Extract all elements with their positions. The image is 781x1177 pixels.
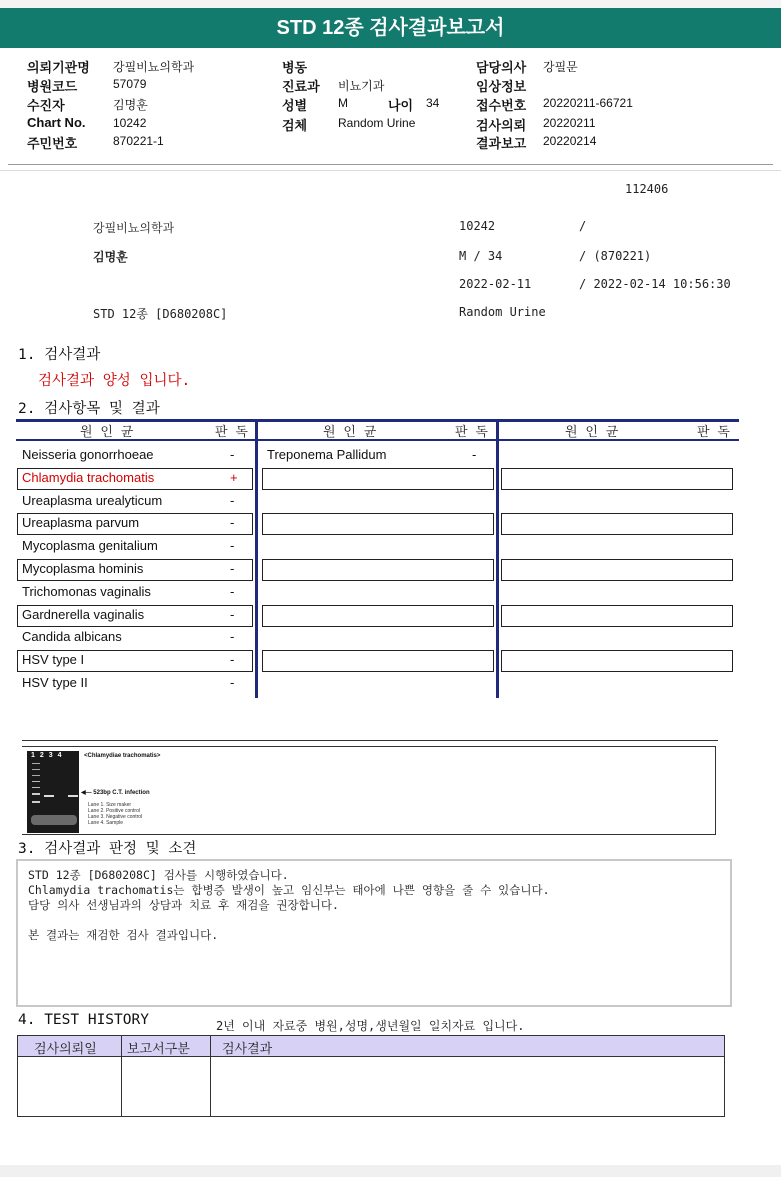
col3-value: 20220211	[543, 116, 596, 130]
opinion-line: 담당 의사 선생님과의 상담과 치료 후 재검을 권장합니다.	[28, 898, 339, 912]
organism-name: HSV type II	[22, 675, 88, 690]
info-sex-age: M / 34	[459, 249, 503, 263]
col3-label: 임상정보	[476, 79, 527, 94]
organism-name: Mycoplasma genitalium	[22, 538, 158, 554]
gel-legend-item: Lane 3. Negative control	[88, 814, 143, 820]
gel-legend-item: Lane 1. Size maker	[88, 802, 132, 808]
history-header-report-type: 보고서구분	[127, 1042, 190, 1057]
organism-name: Ureaplasma urealyticum	[22, 492, 163, 508]
section3-title: 3. 검사결과 판정 및 소견	[18, 841, 197, 857]
organism-name: Candida albicans	[22, 629, 122, 645]
header-divider	[8, 164, 773, 165]
age-label: 나이	[388, 98, 414, 113]
organism-name: Treponema Pallidum	[267, 447, 387, 462]
col3-value: 20220211-66721	[543, 96, 633, 110]
opinion-line: 본 결과는 재검한 검사 결과입니다.	[28, 928, 219, 942]
info-slash: /	[579, 219, 587, 233]
col1-label: 수진자	[27, 98, 65, 113]
organism-result: -	[230, 583, 235, 599]
row-box-col2	[262, 513, 494, 535]
opinion-box	[16, 859, 732, 1007]
col3-value: 20220214	[543, 134, 597, 148]
col2-header-result: 판 독	[455, 425, 488, 440]
row-box-col2	[262, 605, 494, 627]
organism-name: Chlamydia trachomatis	[22, 469, 155, 485]
result-summary: 검사결과 양성 입니다.	[38, 373, 191, 389]
organism-name: Gardnerella vaginalis	[22, 606, 145, 622]
col2-value: 비뇨기과	[338, 79, 385, 93]
col1-value: 김명훈	[113, 98, 148, 112]
col1-label: 의뢰기관명	[27, 60, 90, 75]
info-hospital: 강필비뇨의학과	[93, 221, 175, 235]
col3-label: 접수번호	[476, 98, 527, 113]
col1-label: 병원코드	[27, 79, 78, 94]
info-chart: 10242	[459, 219, 496, 233]
gel-image	[27, 751, 79, 833]
gel-figure	[22, 746, 716, 835]
info-birth: / (870221)	[579, 249, 652, 263]
organism-result: -	[230, 492, 235, 508]
section1-title: 1. 검사결과	[18, 347, 101, 363]
organism-name: HSV type I	[22, 652, 85, 668]
organism-name: Neisseria gonorrhoeae	[22, 447, 154, 462]
sample-code: 112406	[625, 182, 669, 196]
organism-name: Mycoplasma hominis	[22, 561, 144, 576]
table-divider-1	[255, 419, 258, 698]
organism-name: Ureaplasma parvum	[22, 515, 140, 531]
history-header-result: 검사결과	[222, 1042, 273, 1057]
row-box-col3	[501, 468, 733, 490]
col2-label: 병동	[282, 60, 308, 75]
organism-result: -	[230, 561, 235, 576]
col3-label: 검사의뢰	[476, 118, 527, 133]
opinion-line: STD 12종 [D680208C] 검사를 시행하였습니다.	[28, 868, 289, 882]
row-box-col3	[501, 650, 733, 672]
organism-result: -	[230, 606, 235, 622]
col1-value: 강필비뇨의학과	[113, 60, 195, 74]
col1-header-result: 판 독	[215, 425, 248, 440]
organism-result: -	[230, 515, 235, 531]
row-box-col3	[501, 605, 733, 627]
row-box-col2	[262, 468, 494, 490]
history-col-divider-2	[210, 1035, 211, 1117]
history-header	[17, 1035, 725, 1057]
organism-result: -	[230, 675, 235, 690]
history-col-divider-1	[121, 1035, 122, 1117]
organism-result: -	[230, 447, 235, 462]
row-box-col3	[501, 513, 733, 535]
organism-name: Trichomonas vaginalis	[22, 583, 151, 599]
arrow-left-icon: ◀—	[81, 790, 92, 796]
col2-label: 진료과	[282, 79, 320, 94]
info-test: STD 12종 [D680208C]	[93, 307, 228, 321]
col2-label: 성별	[282, 98, 308, 113]
section4-title: 4. TEST HISTORY	[18, 1012, 149, 1028]
col1-label: Chart No.	[27, 115, 86, 130]
row-box-col2	[262, 650, 494, 672]
header-divider-shadow	[0, 170, 781, 171]
age-value: 34	[426, 96, 440, 110]
col1-header-organism: 원 인 균	[80, 425, 134, 440]
gel-top-rule	[22, 740, 718, 741]
row-box-col2	[262, 559, 494, 581]
gel-legend-item: Lane 4. Sample	[88, 820, 124, 826]
col3-label: 결과보고	[476, 136, 527, 151]
history-note: 2년 이내 자료중 병원,성명,생년월일 일치자료 입니다.	[216, 1019, 525, 1033]
history-body	[17, 1056, 725, 1117]
col3-label: 담당의사	[476, 60, 527, 75]
gel-title: <Chlamydiae trachomatis>	[84, 753, 161, 759]
organism-result: -	[230, 538, 235, 554]
col3-header-result: 판 독	[697, 425, 730, 440]
info-date-request: 2022-02-11	[459, 277, 532, 291]
organism-result: -	[230, 652, 235, 668]
col3-value: 강필문	[543, 60, 578, 74]
col2-header-organism: 원 인 균	[323, 425, 377, 440]
col1-value: 57079	[113, 77, 147, 91]
organism-result: -	[230, 629, 235, 645]
opinion-text	[28, 868, 550, 943]
col1-value: 10242	[113, 116, 147, 130]
organism-result: +	[230, 469, 238, 485]
opinion-line	[28, 913, 550, 928]
top-strip	[0, 0, 781, 8]
col2-value: Random Urine	[338, 116, 416, 130]
info-date-report: / 2022-02-14 10:56:30	[579, 277, 731, 291]
gel-legend-item: Lane 2. Positive control	[88, 808, 140, 814]
col3-header-organism: 원 인 균	[565, 425, 619, 440]
gel-lane-labels: 1234	[31, 752, 67, 759]
col2-label: 검체	[282, 118, 308, 133]
col2-value: M	[338, 96, 348, 110]
opinion-line: Chlamydia trachomatis는 합병증 발생이 높고 임신부는 태아에 나쁜 영향을 줄 수 있습니다.	[28, 883, 550, 897]
report-title: STD 12종 검사결과보고서	[0, 8, 781, 48]
gel-band-text: 523bp C.T. infection	[93, 790, 150, 796]
row-box-col3	[501, 559, 733, 581]
gel-band-label	[81, 789, 150, 796]
organism-result: -	[472, 447, 477, 462]
col1-label: 주민번호	[27, 136, 78, 151]
col1-value: 870221-1	[113, 134, 164, 148]
bottom-strip	[0, 1165, 781, 1177]
info-patient: 김명훈	[93, 250, 128, 264]
info-specimen: Random Urine	[459, 305, 546, 319]
history-header-request-date: 검사의뢰일	[34, 1042, 97, 1057]
table-divider-2	[496, 419, 499, 698]
section2-title: 2. 검사항목 및 결과	[18, 401, 160, 417]
